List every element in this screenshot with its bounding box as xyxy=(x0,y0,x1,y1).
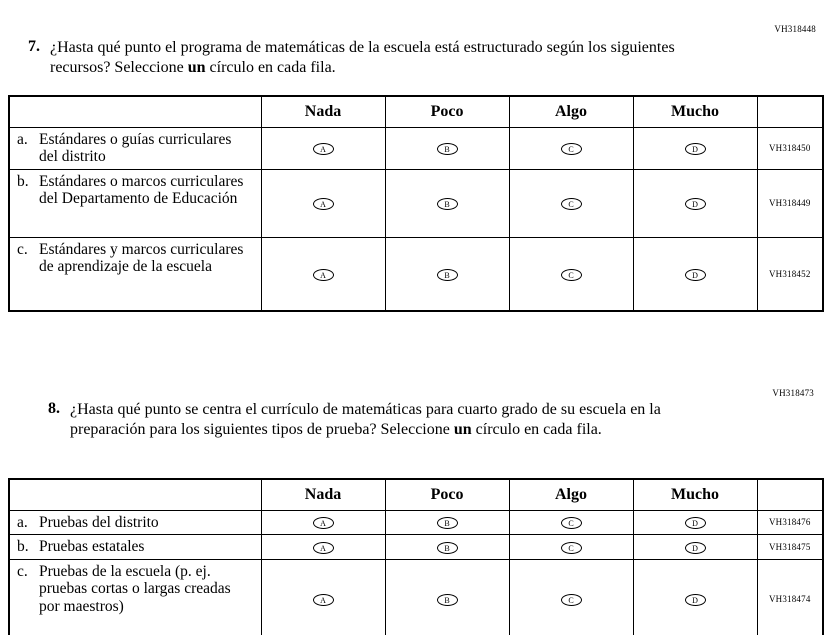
option-cell-nada xyxy=(261,169,385,237)
question-8-text-after: círculo en cada fila. xyxy=(471,421,602,439)
row-code: VH318474 xyxy=(757,559,823,635)
option-cell-algo xyxy=(509,559,633,635)
label-column-header xyxy=(9,479,261,510)
bubble-a-icon[interactable]: A xyxy=(313,517,334,529)
bubble-a-icon[interactable]: A xyxy=(313,143,334,155)
bubble-a-icon[interactable]: A xyxy=(313,542,334,554)
row-label-cell xyxy=(9,169,261,237)
option-cell-mucho xyxy=(633,127,757,169)
table-header-row xyxy=(9,479,823,510)
table-row-b xyxy=(9,535,823,560)
question-7-text-before: ¿Hasta qué punto el programa de matemáticas de la escuela está estructurado según los siguientes recursos? Seleccione xyxy=(50,39,675,77)
question-8-bold-word: un xyxy=(453,421,472,439)
question-8-accession-code: VH318473 xyxy=(772,388,814,398)
row-label-cell xyxy=(9,237,261,311)
code-column-header xyxy=(757,96,823,127)
row-label-cell xyxy=(9,559,261,635)
column-header-nada: Nada xyxy=(261,479,385,510)
table-row-b xyxy=(9,169,823,237)
bubble-c-icon[interactable]: C xyxy=(561,594,582,606)
question-8-number: 8. xyxy=(48,400,60,417)
table-row-c xyxy=(9,237,823,311)
table-row-a xyxy=(9,510,823,535)
row-marker: c. xyxy=(17,240,28,258)
bubble-b-icon[interactable]: B xyxy=(437,269,458,281)
table-row-c xyxy=(9,559,823,635)
question-7-text xyxy=(50,38,728,79)
bubble-b-icon[interactable]: B xyxy=(437,594,458,606)
bubble-b-icon[interactable]: B xyxy=(437,143,458,155)
option-cell-poco xyxy=(385,169,509,237)
bubble-a-icon[interactable]: A xyxy=(313,269,334,281)
bubble-d-icon[interactable]: D xyxy=(685,594,706,606)
question-7 xyxy=(28,38,728,79)
option-cell-nada xyxy=(261,559,385,635)
option-cell-poco xyxy=(385,237,509,311)
option-cell-poco xyxy=(385,559,509,635)
option-cell-nada xyxy=(261,127,385,169)
question-7-accession-code: VH318448 xyxy=(774,24,816,34)
row-label: Estándares o guías curriculares del distrito xyxy=(39,130,232,165)
row-marker: a. xyxy=(17,130,28,148)
bubble-b-icon[interactable]: B xyxy=(437,198,458,210)
option-cell-nada xyxy=(261,535,385,560)
row-label: Pruebas del distrito xyxy=(39,513,159,531)
row-label: Pruebas estatales xyxy=(39,538,145,555)
row-marker: b. xyxy=(17,172,29,190)
bubble-d-icon[interactable]: D xyxy=(685,269,706,281)
row-marker: a. xyxy=(17,513,28,531)
question-8-text-before: ¿Hasta qué punto se centra el currículo de matemáticas para cuarto grado de su escuela en la preparación para los siguientes tipos de prueba? Seleccione xyxy=(70,401,661,439)
bubble-b-icon[interactable]: B xyxy=(437,517,458,529)
option-cell-algo xyxy=(509,237,633,311)
option-cell-poco xyxy=(385,510,509,535)
question-7-text-after: círculo en cada fila. xyxy=(205,59,336,77)
option-cell-mucho xyxy=(633,559,757,635)
row-label: Estándares o marcos curriculares del Departamento de Educación xyxy=(39,172,244,207)
option-cell-poco xyxy=(385,127,509,169)
bubble-d-icon[interactable]: D xyxy=(685,198,706,210)
column-header-poco: Poco xyxy=(385,96,509,127)
option-cell-mucho xyxy=(633,535,757,560)
bubble-c-icon[interactable]: C xyxy=(561,198,582,210)
table-header-row xyxy=(9,96,823,127)
question-8-answer-table xyxy=(8,478,824,635)
question-8 xyxy=(48,400,698,441)
column-header-algo: Algo xyxy=(509,479,633,510)
question-7-bold-word: un xyxy=(187,59,206,77)
code-column-header xyxy=(757,479,823,510)
row-label: Pruebas de la escuela (p. ej. pruebas cortas o largas creadas por maestros) xyxy=(39,562,231,615)
option-cell-poco xyxy=(385,535,509,560)
bubble-c-icon[interactable]: C xyxy=(561,269,582,281)
row-code: VH318452 xyxy=(757,237,823,311)
option-cell-mucho xyxy=(633,237,757,311)
row-label-cell xyxy=(9,127,261,169)
label-column-header xyxy=(9,96,261,127)
column-header-mucho: Mucho xyxy=(633,479,757,510)
table-row-a xyxy=(9,127,823,169)
bubble-c-icon[interactable]: C xyxy=(561,143,582,155)
option-cell-nada xyxy=(261,510,385,535)
option-cell-mucho xyxy=(633,169,757,237)
column-header-mucho: Mucho xyxy=(633,96,757,127)
bubble-a-icon[interactable]: A xyxy=(313,198,334,210)
bubble-d-icon[interactable]: D xyxy=(685,517,706,529)
row-code: VH318475 xyxy=(757,535,823,560)
row-label: Estándares y marcos curriculares de aprendizaje de la escuela xyxy=(39,240,244,275)
bubble-c-icon[interactable]: C xyxy=(561,517,582,529)
option-cell-algo xyxy=(509,535,633,560)
bubble-b-icon[interactable]: B xyxy=(437,542,458,554)
row-code: VH318450 xyxy=(757,127,823,169)
bubble-d-icon[interactable]: D xyxy=(685,542,706,554)
question-7-number: 7. xyxy=(28,38,40,55)
column-header-nada: Nada xyxy=(261,96,385,127)
question-7-answer-table xyxy=(8,95,824,312)
option-cell-algo xyxy=(509,127,633,169)
row-code: VH318476 xyxy=(757,510,823,535)
bubble-a-icon[interactable]: A xyxy=(313,594,334,606)
row-marker: b. xyxy=(17,538,29,555)
bubble-c-icon[interactable]: C xyxy=(561,542,582,554)
bubble-d-icon[interactable]: D xyxy=(685,143,706,155)
row-label-cell xyxy=(9,535,261,560)
row-marker: c. xyxy=(17,562,28,580)
option-cell-algo xyxy=(509,510,633,535)
question-8-text xyxy=(70,400,698,441)
option-cell-algo xyxy=(509,169,633,237)
row-code: VH318449 xyxy=(757,169,823,237)
option-cell-mucho xyxy=(633,510,757,535)
option-cell-nada xyxy=(261,237,385,311)
column-header-algo: Algo xyxy=(509,96,633,127)
row-label-cell xyxy=(9,510,261,535)
column-header-poco: Poco xyxy=(385,479,509,510)
